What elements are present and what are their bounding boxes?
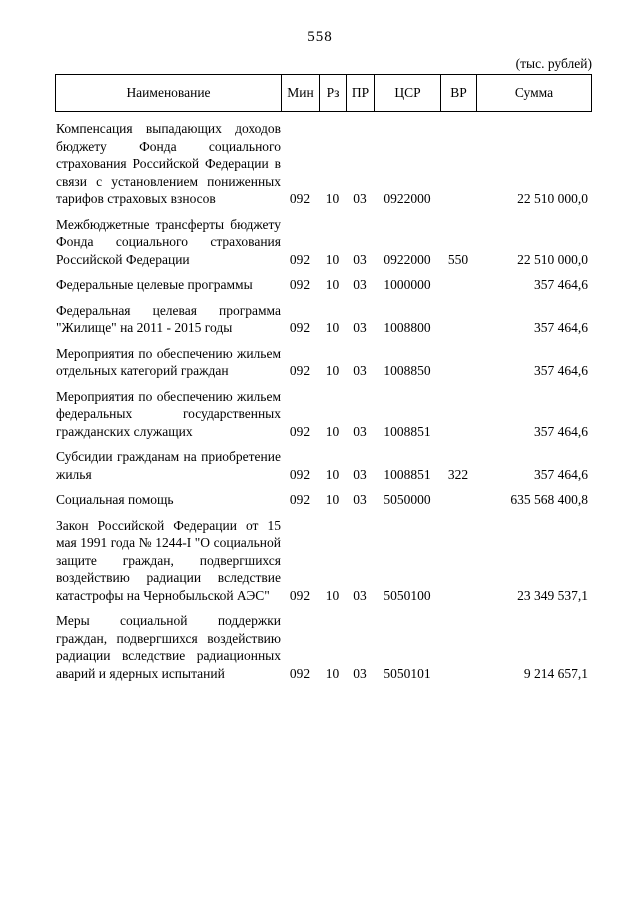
row-vr-cell: 550	[447, 251, 469, 267]
table-row	[55, 276, 592, 294]
table-body	[55, 120, 592, 682]
row-min-cell: 092	[289, 587, 311, 603]
row-min-cell: 092	[289, 320, 311, 335]
row-rz-cell: 10	[325, 251, 340, 267]
row-sum-cell: 22 510 000,0	[517, 251, 588, 267]
row-pr-cell: 03	[353, 320, 367, 335]
row-sum-cell: 22 510 000,0	[517, 191, 588, 206]
row-csr-cell: 5050101	[383, 665, 431, 681]
row-sum-cell: 357 464,6	[534, 363, 588, 378]
row-sum-cell: 357 464,6	[534, 466, 588, 482]
table-row	[55, 302, 592, 337]
row-min-cell: 092	[289, 277, 311, 292]
row-csr-cell: 1008851	[383, 466, 431, 482]
row-min-cell: 092	[289, 466, 311, 482]
header-name: Наименование	[56, 75, 282, 111]
row-name-cell: Мероприятия по обеспечению жильем федеральных государственных гражданских служащих	[56, 388, 281, 439]
row-rz-cell: 10	[325, 423, 340, 439]
row-rz-cell: 10	[325, 320, 340, 335]
row-pr-cell: 03	[353, 277, 367, 292]
row-csr-cell: 5050100	[383, 587, 431, 603]
row-pr-cell: 03	[353, 665, 367, 681]
row-rz-cell: 10	[325, 466, 340, 482]
row-csr-cell: 1008800	[383, 320, 431, 335]
row-pr-cell: 03	[353, 587, 367, 603]
header-csr: ЦСР	[375, 75, 441, 111]
table-row	[55, 120, 592, 208]
table-row	[55, 612, 592, 682]
row-pr-cell: 03	[353, 191, 367, 206]
row-pr-cell: 03	[353, 492, 367, 507]
table-row	[55, 216, 592, 269]
row-pr-cell: 03	[353, 423, 367, 439]
units-note: (тыс. рублей)	[515, 56, 592, 71]
row-csr-cell: 5050000	[383, 492, 431, 507]
row-rz-cell: 10	[325, 665, 340, 681]
header-pr: ПР	[347, 75, 375, 111]
row-min-cell: 092	[289, 363, 311, 378]
row-csr-cell: 1000000	[383, 277, 431, 292]
row-name-cell: Межбюджетные трансферты бюджету Фонда социального страхования Российской Федерации	[56, 216, 281, 267]
row-rz-cell: 10	[325, 191, 340, 206]
row-name-cell: Мероприятия по обеспечению жильем отдельных категорий граждан	[56, 345, 281, 378]
row-sum-cell: 23 349 537,1	[517, 587, 588, 603]
row-min-cell: 092	[289, 492, 311, 507]
row-name-cell: Меры социальной поддержки граждан, подвергшихся воздействию радиации вследствие радиационных аварий и ядерных испытаний	[56, 613, 281, 681]
row-csr-cell: 0922000	[383, 191, 431, 206]
page-number: 558	[307, 29, 333, 45]
row-csr-cell: 0922000	[383, 251, 431, 267]
row-rz-cell: 10	[325, 492, 340, 507]
row-sum-cell: 357 464,6	[534, 277, 588, 292]
header-sum: Сумма	[514, 85, 554, 100]
row-min-cell: 092	[289, 251, 311, 267]
row-csr-cell: 1008850	[383, 363, 431, 378]
row-name-cell: Социальная помощь	[56, 492, 174, 507]
row-pr-cell: 03	[353, 251, 367, 267]
row-name-cell: Субсидии гражданам на приобретение жилья	[56, 449, 281, 482]
row-vr-cell: 322	[447, 466, 469, 482]
table-row	[55, 388, 592, 441]
table-row	[55, 491, 592, 509]
row-name-cell: Закон Российской Федерации от 15 мая 1991 года № 1244-I "О социальной защите граждан, подвергшихся воздействию радиации вследствие катастрофы на Чернобыльской АЭС"	[56, 517, 281, 603]
row-rz-cell: 10	[325, 363, 340, 378]
table-header-row	[55, 74, 592, 112]
row-rz-cell: 10	[325, 587, 340, 603]
budget-table	[55, 74, 592, 682]
row-sum-cell: 357 464,6	[534, 423, 588, 439]
row-sum-cell: 357 464,6	[534, 320, 588, 335]
header-vr: ВР	[441, 75, 477, 111]
row-min-cell: 092	[289, 665, 311, 681]
table-row	[55, 517, 592, 605]
table-row	[55, 345, 592, 380]
row-pr-cell: 03	[353, 363, 367, 378]
row-min-cell: 092	[289, 423, 311, 439]
table-row	[55, 448, 592, 483]
row-name-cell: Федеральные целевые программы	[56, 277, 253, 292]
header-min: Мин	[282, 75, 320, 111]
row-rz-cell: 10	[325, 277, 340, 292]
row-pr-cell: 03	[353, 466, 367, 482]
row-min-cell: 092	[289, 191, 311, 206]
row-name-cell: Федеральная целевая программа "Жилище" на 2011 - 2015 годы	[56, 302, 281, 335]
row-sum-cell: 9 214 657,1	[523, 665, 588, 681]
row-sum-cell: 635 568 400,8	[510, 492, 588, 507]
row-csr-cell: 1008851	[383, 423, 431, 439]
header-rz: Рз	[320, 75, 347, 111]
row-name-cell: Компенсация выпадающих доходов бюджету Фонда социального страхования Российской Федерации в связи с установлением пониженных тарифов страховых взносов	[56, 121, 281, 206]
